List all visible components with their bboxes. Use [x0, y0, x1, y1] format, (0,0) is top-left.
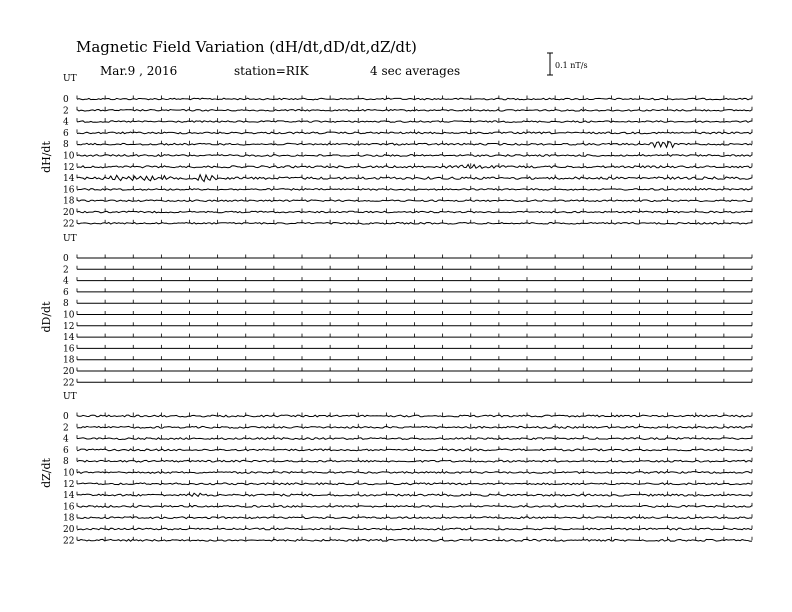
hour-label: 18: [63, 196, 75, 207]
scale-bar-label: 0.1 nT/s: [555, 61, 588, 70]
ut-axis-label: UT: [63, 392, 77, 402]
trace-line: [77, 415, 752, 417]
hour-label: 6: [63, 128, 69, 139]
hour-label: 18: [63, 513, 75, 524]
hour-label: 14: [63, 174, 75, 185]
panel-ylabel: dZ/dt: [40, 458, 53, 488]
panel-ylabel: dH/dt: [40, 141, 53, 173]
hour-label: 8: [63, 299, 69, 310]
panel-dD-dt: [40, 234, 752, 388]
hour-label: 14: [63, 333, 75, 344]
hour-label: 2: [63, 423, 69, 434]
trace-line: [77, 132, 752, 134]
hour-label: 20: [63, 367, 75, 377]
hour-label: 6: [63, 445, 69, 456]
hour-label: 20: [63, 208, 75, 218]
ut-axis-label: UT: [63, 234, 77, 244]
hour-label: 12: [63, 162, 75, 173]
trace-line: [77, 483, 752, 485]
averaging-label: 4 sec averages: [370, 64, 461, 78]
hour-label: 4: [63, 434, 69, 445]
hour-label: 0: [63, 95, 69, 105]
hour-label: 4: [63, 276, 69, 287]
panel-dH-dt: [40, 74, 752, 229]
hour-label: 10: [63, 310, 75, 321]
trace-line: [77, 539, 752, 541]
hour-label: 18: [63, 355, 75, 366]
trace-line: [77, 426, 752, 428]
panel-ylabel: dD/dt: [40, 301, 53, 333]
hour-label: 12: [63, 479, 75, 490]
hour-label: 22: [63, 378, 75, 389]
hour-label: 2: [63, 106, 69, 117]
hour-label: 22: [63, 536, 75, 547]
trace-line: [77, 472, 752, 474]
trace-line: [77, 517, 752, 519]
trace-line: [77, 121, 752, 123]
panel-dZ-dt: [40, 392, 752, 546]
hour-label: 10: [63, 468, 75, 479]
hour-label: 22: [63, 219, 75, 230]
hour-label: 16: [63, 185, 75, 196]
hour-label: 0: [63, 412, 69, 422]
date-label: Mar.9 , 2016: [100, 64, 178, 78]
ut-axis-label: UT: [63, 74, 77, 84]
scale-bar: [547, 53, 553, 75]
station-label: station=RIK: [234, 64, 309, 78]
hour-label: 6: [63, 287, 69, 298]
hour-label: 14: [63, 491, 75, 502]
chart-title: Magnetic Field Variation (dH/dt,dD/dt,dZ/dt): [76, 38, 417, 56]
hour-label: 20: [63, 525, 75, 535]
hour-label: 2: [63, 265, 69, 276]
hour-label: 16: [63, 502, 75, 513]
hour-label: 10: [63, 151, 75, 162]
hour-label: 8: [63, 140, 69, 151]
hour-label: 4: [63, 117, 69, 128]
hour-label: 12: [63, 321, 75, 332]
hour-label: 0: [63, 254, 69, 264]
hour-label: 8: [63, 457, 69, 468]
hour-label: 16: [63, 344, 75, 355]
